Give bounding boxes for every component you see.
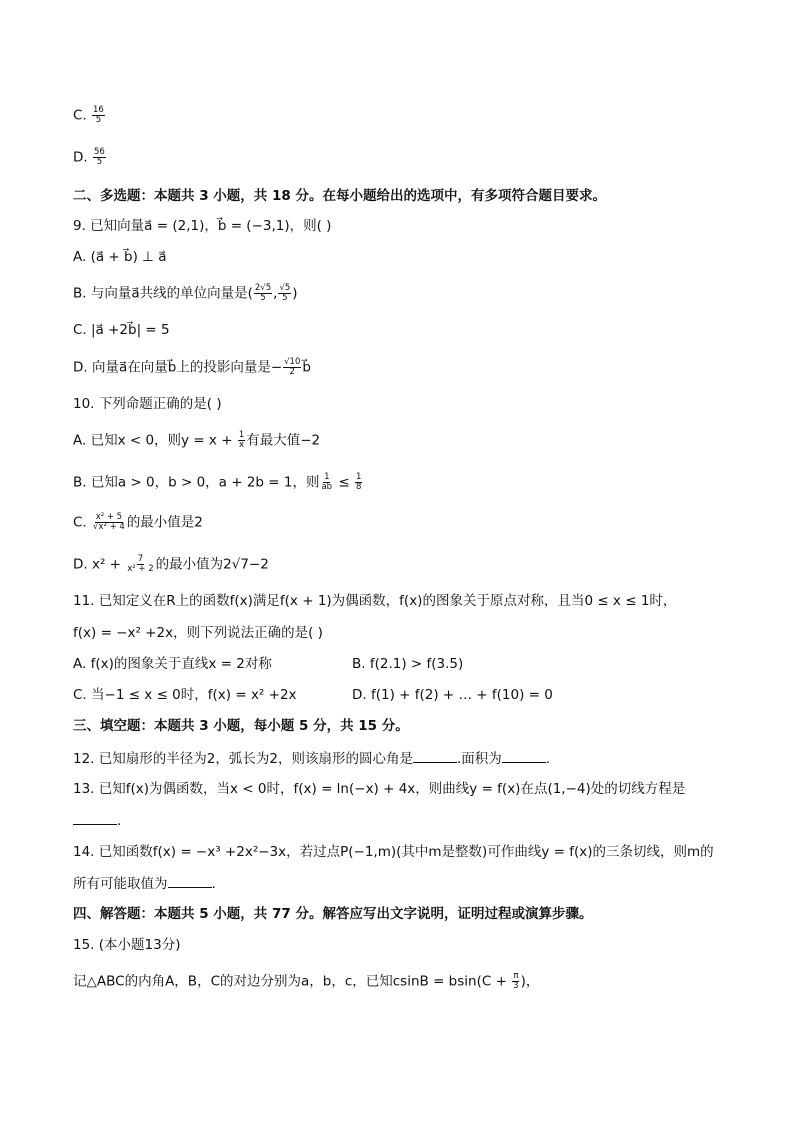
q12-end: .: [545, 751, 551, 767]
question-13: 13. 已知f(x)为偶函数，当x < 0时，f(x) = ln(−x) + 4x，则曲线y = f(x)在点(1,−4)处的切线方程是: [73, 781, 686, 797]
fraction: [512, 972, 519, 991]
question-14-line-2: [73, 877, 216, 892]
fraction-num: √10: [284, 357, 301, 367]
q9b-close: ): [292, 285, 298, 302]
question-11-line-2: f(x) = −x² +2x，则下列说法正确的是( ): [73, 625, 323, 641]
q9d-vector: b⃗: [302, 359, 311, 376]
q11-option-b: B. f(2.1) > f(3.5): [352, 656, 464, 672]
section-4-heading: 四、解答题：本题共 5 小题，共 77 分。解答应写出文字说明，证明过程或演算步骤。: [73, 906, 593, 922]
q10a-text: A. 已知x < 0，则y = x +: [73, 432, 237, 449]
comma: ,: [273, 285, 278, 302]
fraction-num: 1: [238, 430, 245, 440]
option-c-q8: [73, 106, 106, 125]
fraction-num: 16: [93, 105, 104, 115]
fraction-den: √x² + 4: [93, 521, 125, 532]
fraction: [92, 513, 126, 532]
question-15-body: [73, 972, 539, 991]
fraction-den: 3: [513, 980, 519, 991]
fraction-num: √5: [279, 283, 291, 293]
fraction-den: x² + 2: [127, 563, 154, 574]
fraction-num: π: [513, 971, 519, 981]
question-9: 9. 已知向量a⃗ = (2,1)，b⃗ = (−3,1)，则( ): [73, 218, 332, 234]
fraction: [238, 431, 245, 450]
answer-blank: [73, 814, 117, 825]
question-11: 11. 已知定义在R上的函数f(x)满足f(x + 1)为偶函数，f(x)的图象关于原点对称，且当0 ≤ x ≤ 1时，: [73, 593, 677, 609]
q10b-text: B. 已知a > 0，b > 0，a + 2b = 1，则: [73, 474, 320, 491]
q10d-tail: 的最小值为2√7−2: [155, 556, 269, 573]
answer-blank: [502, 752, 546, 763]
fraction-num: 1: [324, 472, 330, 482]
fraction: [92, 106, 105, 125]
fraction-den: 5: [95, 114, 102, 125]
fraction: [278, 284, 291, 303]
q11-option-a: A. f(x)的图象关于直线x = 2对称: [73, 656, 272, 672]
option-d-q8: [73, 148, 107, 167]
fraction-num: 7: [137, 554, 144, 564]
q9-option-b: [73, 284, 298, 303]
q10-option-c: [73, 513, 203, 532]
fraction-num: 1: [355, 472, 362, 482]
q11-option-d: D. f(1) + f(2) + … + f(10) = 0: [352, 687, 553, 703]
q12-text: 12. 已知扇形的半径为2，弧长为2，则该扇形的圆心角是: [73, 751, 413, 767]
question-14: 14. 已知函数f(x) = −x³ +2x²−3x，若过点P(−1,m)(其中m是整数)可作曲线y = f(x)的三条切线，则m的: [73, 844, 714, 860]
fraction: [320, 473, 333, 492]
fraction-num: 2√5: [254, 283, 272, 293]
fraction-den: x: [239, 439, 245, 450]
fraction-den: 5: [260, 292, 266, 303]
question-15: 15. (本小题13分): [73, 937, 181, 953]
fraction: [355, 473, 362, 492]
q10c-tail: 的最小值是2: [126, 514, 203, 531]
fraction-num: 56: [93, 147, 105, 157]
fraction: [254, 284, 272, 303]
option-label: C.: [73, 107, 87, 124]
q14-text: 所有可能取值为: [73, 876, 168, 892]
fraction-den: 2: [289, 366, 295, 377]
q10b-leq: ≤: [334, 474, 354, 491]
section-2-heading: 二、多选题：本题共 3 小题，共 18 分。在每小题给出的选项中，有多项符合题目要求。: [73, 188, 606, 204]
question-13-line-2: [73, 814, 121, 829]
q10a-tail: 有最大值−2: [246, 432, 321, 449]
fraction-den: ab: [321, 481, 333, 492]
answer-blank: [168, 877, 212, 888]
q11-option-c: C. 当−1 ≤ x ≤ 0时，f(x) = x² +2x: [73, 687, 297, 703]
fraction-num: x² + 5: [95, 512, 123, 522]
question-12: [73, 752, 550, 767]
fraction: [93, 148, 106, 167]
q9b-text: B. 与向量a⃗共线的单位向量是(: [73, 285, 253, 302]
answer-blank: [413, 752, 457, 763]
q10-option-d: [73, 555, 269, 574]
question-10: 10. 下列命题正确的是( ): [73, 396, 222, 412]
q10c-label: C.: [73, 514, 92, 531]
fraction-den: 8: [355, 481, 362, 492]
section-3-heading: 三、填空题：本题共 3 小题，每小题 5 分，共 15 分。: [73, 718, 409, 734]
q10-option-b: [73, 473, 363, 492]
q9-option-d: [73, 358, 311, 377]
fraction: [126, 555, 154, 574]
q9d-text: D. 向量a⃗在向量b⃗上的投影向量是−: [73, 359, 283, 376]
fraction-den: 5: [282, 292, 288, 303]
q14-end: .: [211, 876, 216, 892]
q13-end: .: [117, 813, 122, 829]
option-label: D.: [73, 149, 88, 166]
q12-area: .面积为: [456, 751, 502, 767]
q10-option-a: [73, 431, 320, 450]
q9-option-c: C. |a⃗ +2b⃗| = 5: [73, 322, 170, 338]
q15-text: 记△ABC的内角A，B，C的对边分别为a，b，c，已知csinB = bsin(C +: [73, 973, 512, 990]
q15-close: )，: [520, 973, 540, 990]
fraction-den: 5: [96, 156, 103, 167]
q10d-text: D. x² +: [73, 556, 126, 573]
q9-option-a: A. (a⃗ + b⃗) ⊥ a⃗: [73, 249, 167, 265]
fraction: [283, 358, 301, 377]
